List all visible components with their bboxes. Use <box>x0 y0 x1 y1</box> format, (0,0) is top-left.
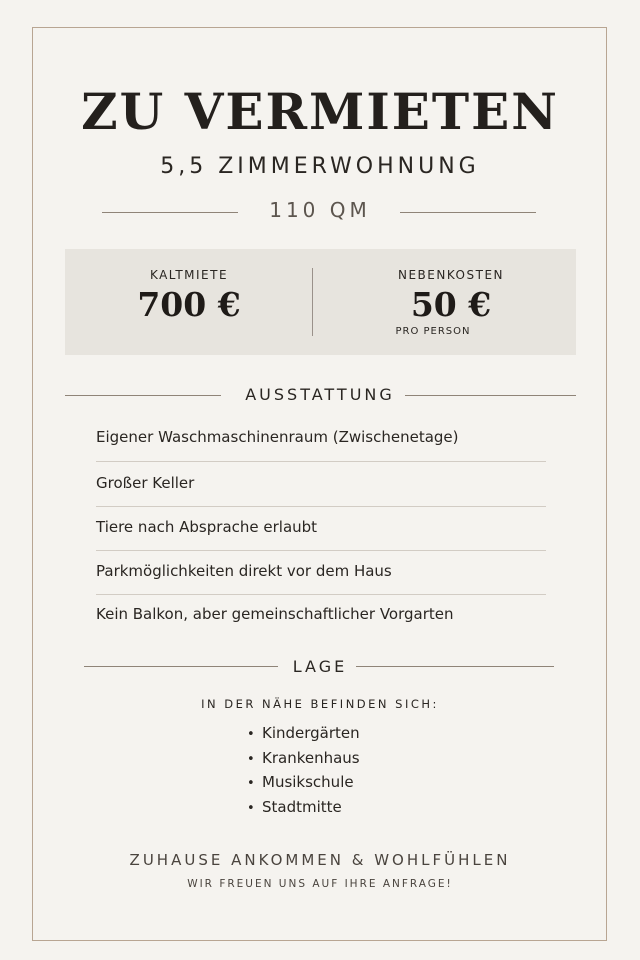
feature-item: Großer Keller <box>96 474 195 492</box>
footer-cta: WIR FREUEN UNS AUF IHRE ANFRAGE! <box>187 878 453 890</box>
location-title: LAGE <box>292 657 348 676</box>
price-divider <box>312 268 313 336</box>
feature-item: Tiere nach Absprache erlaubt <box>96 518 318 536</box>
nearby-item: • Stadtmitte <box>247 798 342 816</box>
bullet-icon: • <box>247 727 255 742</box>
extra-costs-label: NEBENKOSTEN <box>397 268 504 282</box>
nearby-item: • Krankenhaus <box>247 749 360 767</box>
extra-costs-value: 50 € <box>410 285 492 324</box>
nearby-item: • Kindergärten <box>247 724 360 742</box>
extra-costs-block <box>327 249 575 355</box>
apartment-type: 5,5 ZIMMERWOHNUNG <box>160 154 480 179</box>
cold-rent-label: KALTMIETE <box>149 268 229 282</box>
feature-divider <box>96 594 546 595</box>
bullet-icon: • <box>247 801 255 816</box>
size-row <box>0 198 640 228</box>
feature-divider <box>96 506 546 507</box>
page-title: ZU VERMIETEN <box>81 82 559 141</box>
features-title: AUSSTATTUNG <box>245 385 395 404</box>
cold-rent-block <box>65 249 313 355</box>
nearby-item: • Musikschule <box>247 773 354 791</box>
feature-item: Eigener Waschmaschinenraum (Zwischenetage) <box>96 428 459 446</box>
feature-divider <box>96 461 546 462</box>
size-right-rule <box>400 212 536 213</box>
footer-tagline: ZUHAUSE ANKOMMEN & WOHLFÜHLEN <box>129 851 511 869</box>
feature-item: Parkmöglichkeiten direkt vor dem Haus <box>96 562 392 580</box>
feature-divider <box>96 550 546 551</box>
features-right-rule <box>405 395 576 396</box>
cold-rent-value: 700 € <box>137 285 241 324</box>
bullet-icon: • <box>247 776 255 791</box>
location-right-rule <box>356 666 554 667</box>
price-box <box>65 249 576 355</box>
feature-item: Kein Balkon, aber gemeinschaftlicher Vorgarten <box>96 605 454 623</box>
bullet-icon: • <box>247 752 255 767</box>
apartment-size: 110 QM <box>269 198 371 222</box>
extra-costs-note: PRO PERSON <box>395 326 471 337</box>
nearby-label: IN DER NÄHE BEFINDEN SICH: <box>201 697 439 711</box>
